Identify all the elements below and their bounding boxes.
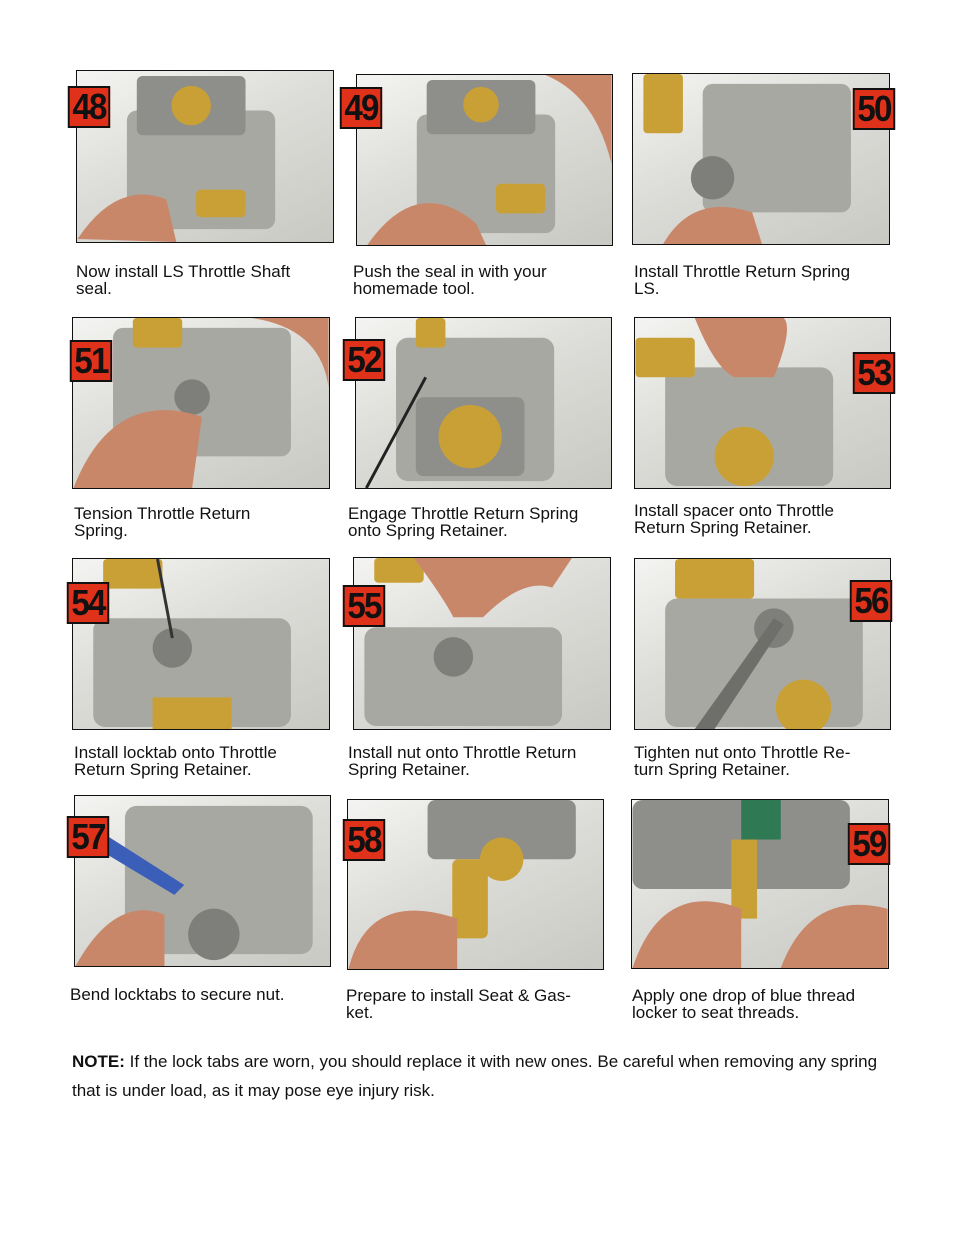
step-number-badge: 54 [67, 582, 109, 624]
step-caption: Install spacer onto Throttle Return Spring Retainer. [634, 501, 835, 537]
carburetor-photo [633, 74, 889, 244]
note-label: NOTE: [72, 1052, 125, 1071]
carburetor-photo [356, 318, 611, 488]
step-number-badge: 59 [848, 823, 890, 865]
step-number-badge: 58 [343, 819, 385, 861]
step-caption: Install locktab onto Throttle Return Spring Retainer. [74, 743, 277, 779]
step-number-badge: 56 [850, 580, 892, 622]
step-caption: Prepare to install Seat & Gas- ket. [346, 986, 571, 1022]
carburetor-photo [77, 71, 333, 242]
step-caption: Bend locktabs to secure nut. [70, 985, 285, 1004]
carburetor-photo [635, 318, 890, 488]
step-53-photo [634, 317, 891, 489]
step-50-photo [632, 73, 890, 245]
step-number-badge: 49 [340, 87, 382, 129]
carburetor-photo [357, 75, 612, 245]
carburetor-photo [348, 800, 603, 969]
step-caption: Install nut onto Throttle Return Spring Retainer. [348, 743, 577, 779]
note-text: If the lock tabs are worn, you should replace it with new ones. Be careful when removing any spring that is under load, as it may pose eye injury risk. [72, 1052, 878, 1100]
step-57-photo [74, 795, 331, 967]
step-48-photo [76, 70, 334, 243]
step-caption: Tighten nut onto Throttle Re- turn Spring Retainer. [634, 743, 851, 779]
step-number-badge: 51 [70, 340, 112, 382]
step-58-photo [347, 799, 604, 970]
carburetor-photo [354, 558, 610, 729]
step-55-photo [353, 557, 611, 730]
step-caption: Push the seal in with your homemade tool. [353, 262, 547, 298]
step-number-badge: 50 [853, 88, 895, 130]
step-number-badge: 53 [853, 352, 895, 394]
step-caption: Tension Throttle Return Spring. [74, 504, 251, 540]
step-52-photo [355, 317, 612, 489]
step-number-badge: 55 [343, 585, 385, 627]
step-54-photo [72, 558, 330, 730]
note-paragraph [72, 1047, 892, 1105]
step-caption: Install Throttle Return Spring LS. [634, 262, 851, 298]
step-number-badge: 52 [343, 339, 385, 381]
step-caption: Apply one drop of blue thread locker to seat threads. [632, 986, 856, 1022]
step-number-badge: 48 [68, 86, 110, 128]
step-number-badge: 57 [67, 816, 109, 858]
step-49-photo [356, 74, 613, 246]
step-caption: Now install LS Throttle Shaft seal. [76, 262, 291, 298]
carburetor-photo [75, 796, 330, 966]
step-caption: Engage Throttle Return Spring onto Spring Retainer. [348, 504, 579, 540]
carburetor-photo [73, 559, 329, 729]
